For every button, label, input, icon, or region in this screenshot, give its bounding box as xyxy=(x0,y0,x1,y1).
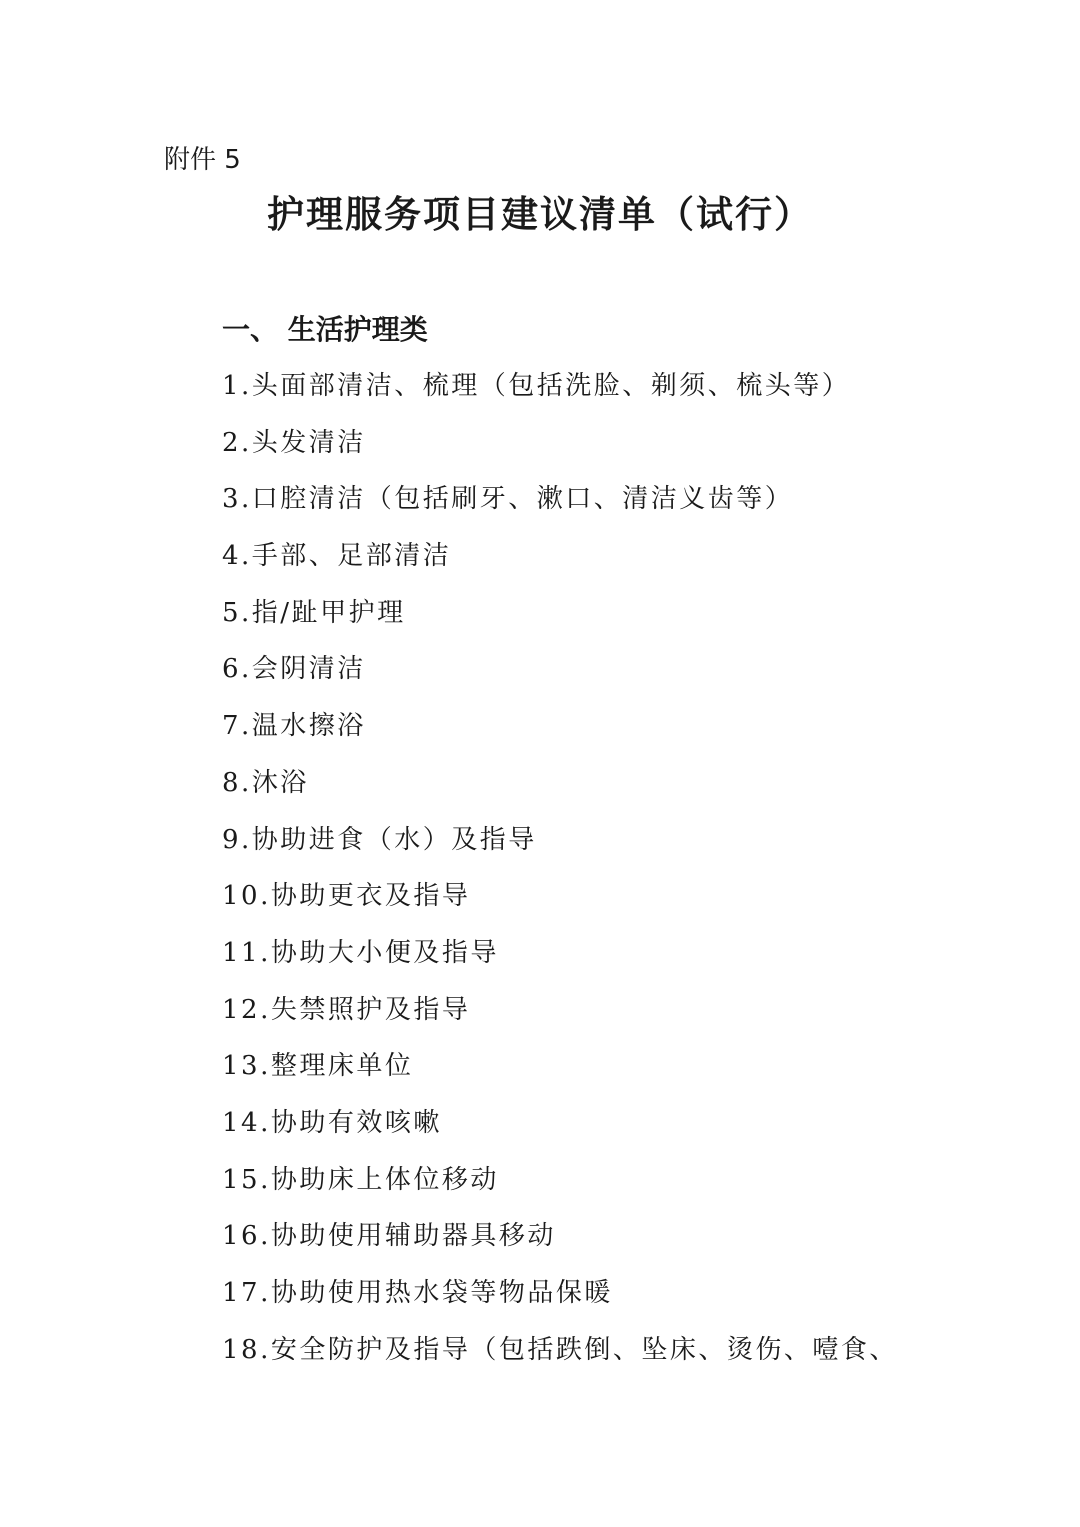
list-item: 13.整理床单位 xyxy=(222,1051,414,1082)
list-item: 9.协助进食（水）及指导 xyxy=(222,824,537,855)
list-item: 8.沐浴 xyxy=(222,767,309,798)
list-item: 12.失禁照护及指导 xyxy=(222,994,471,1025)
list-item: 7.温水擦浴 xyxy=(222,711,366,742)
list-item: 10.协助更衣及指导 xyxy=(222,881,471,912)
list-item: 17.协助使用热水袋等物品保暖 xyxy=(222,1278,613,1308)
list-item: 14.协助有效咳嗽 xyxy=(222,1107,442,1138)
item-list xyxy=(222,366,898,1386)
list-item: 16.协助使用辅助器具移动 xyxy=(222,1221,556,1252)
list-item: 4.手部、足部清洁 xyxy=(222,541,452,572)
list-item: 3.口腔清洁（包括刷牙、漱口、清洁义齿等） xyxy=(222,484,794,515)
attachment-label: 附件 5 xyxy=(164,145,241,175)
list-item: 11.协助大小便及指导 xyxy=(222,937,499,968)
list-item: 5.指/趾甲护理 xyxy=(222,597,406,628)
list-item: 6.会阴清洁 xyxy=(222,654,366,685)
document-title: 护理服务项目建议清单（试行） xyxy=(267,193,813,236)
list-item: 1.头面部清洁、梳理（包括洗脸、剃须、梳头等） xyxy=(222,371,851,401)
section-heading: 一、 生活护理类 xyxy=(222,313,428,346)
list-item: 18.安全防护及指导（包括跌倒、坠床、烫伤、噎食、 xyxy=(222,1334,898,1365)
list-item: 15.协助床上体位移动 xyxy=(222,1164,499,1195)
list-item: 2.头发清洁 xyxy=(222,427,366,458)
